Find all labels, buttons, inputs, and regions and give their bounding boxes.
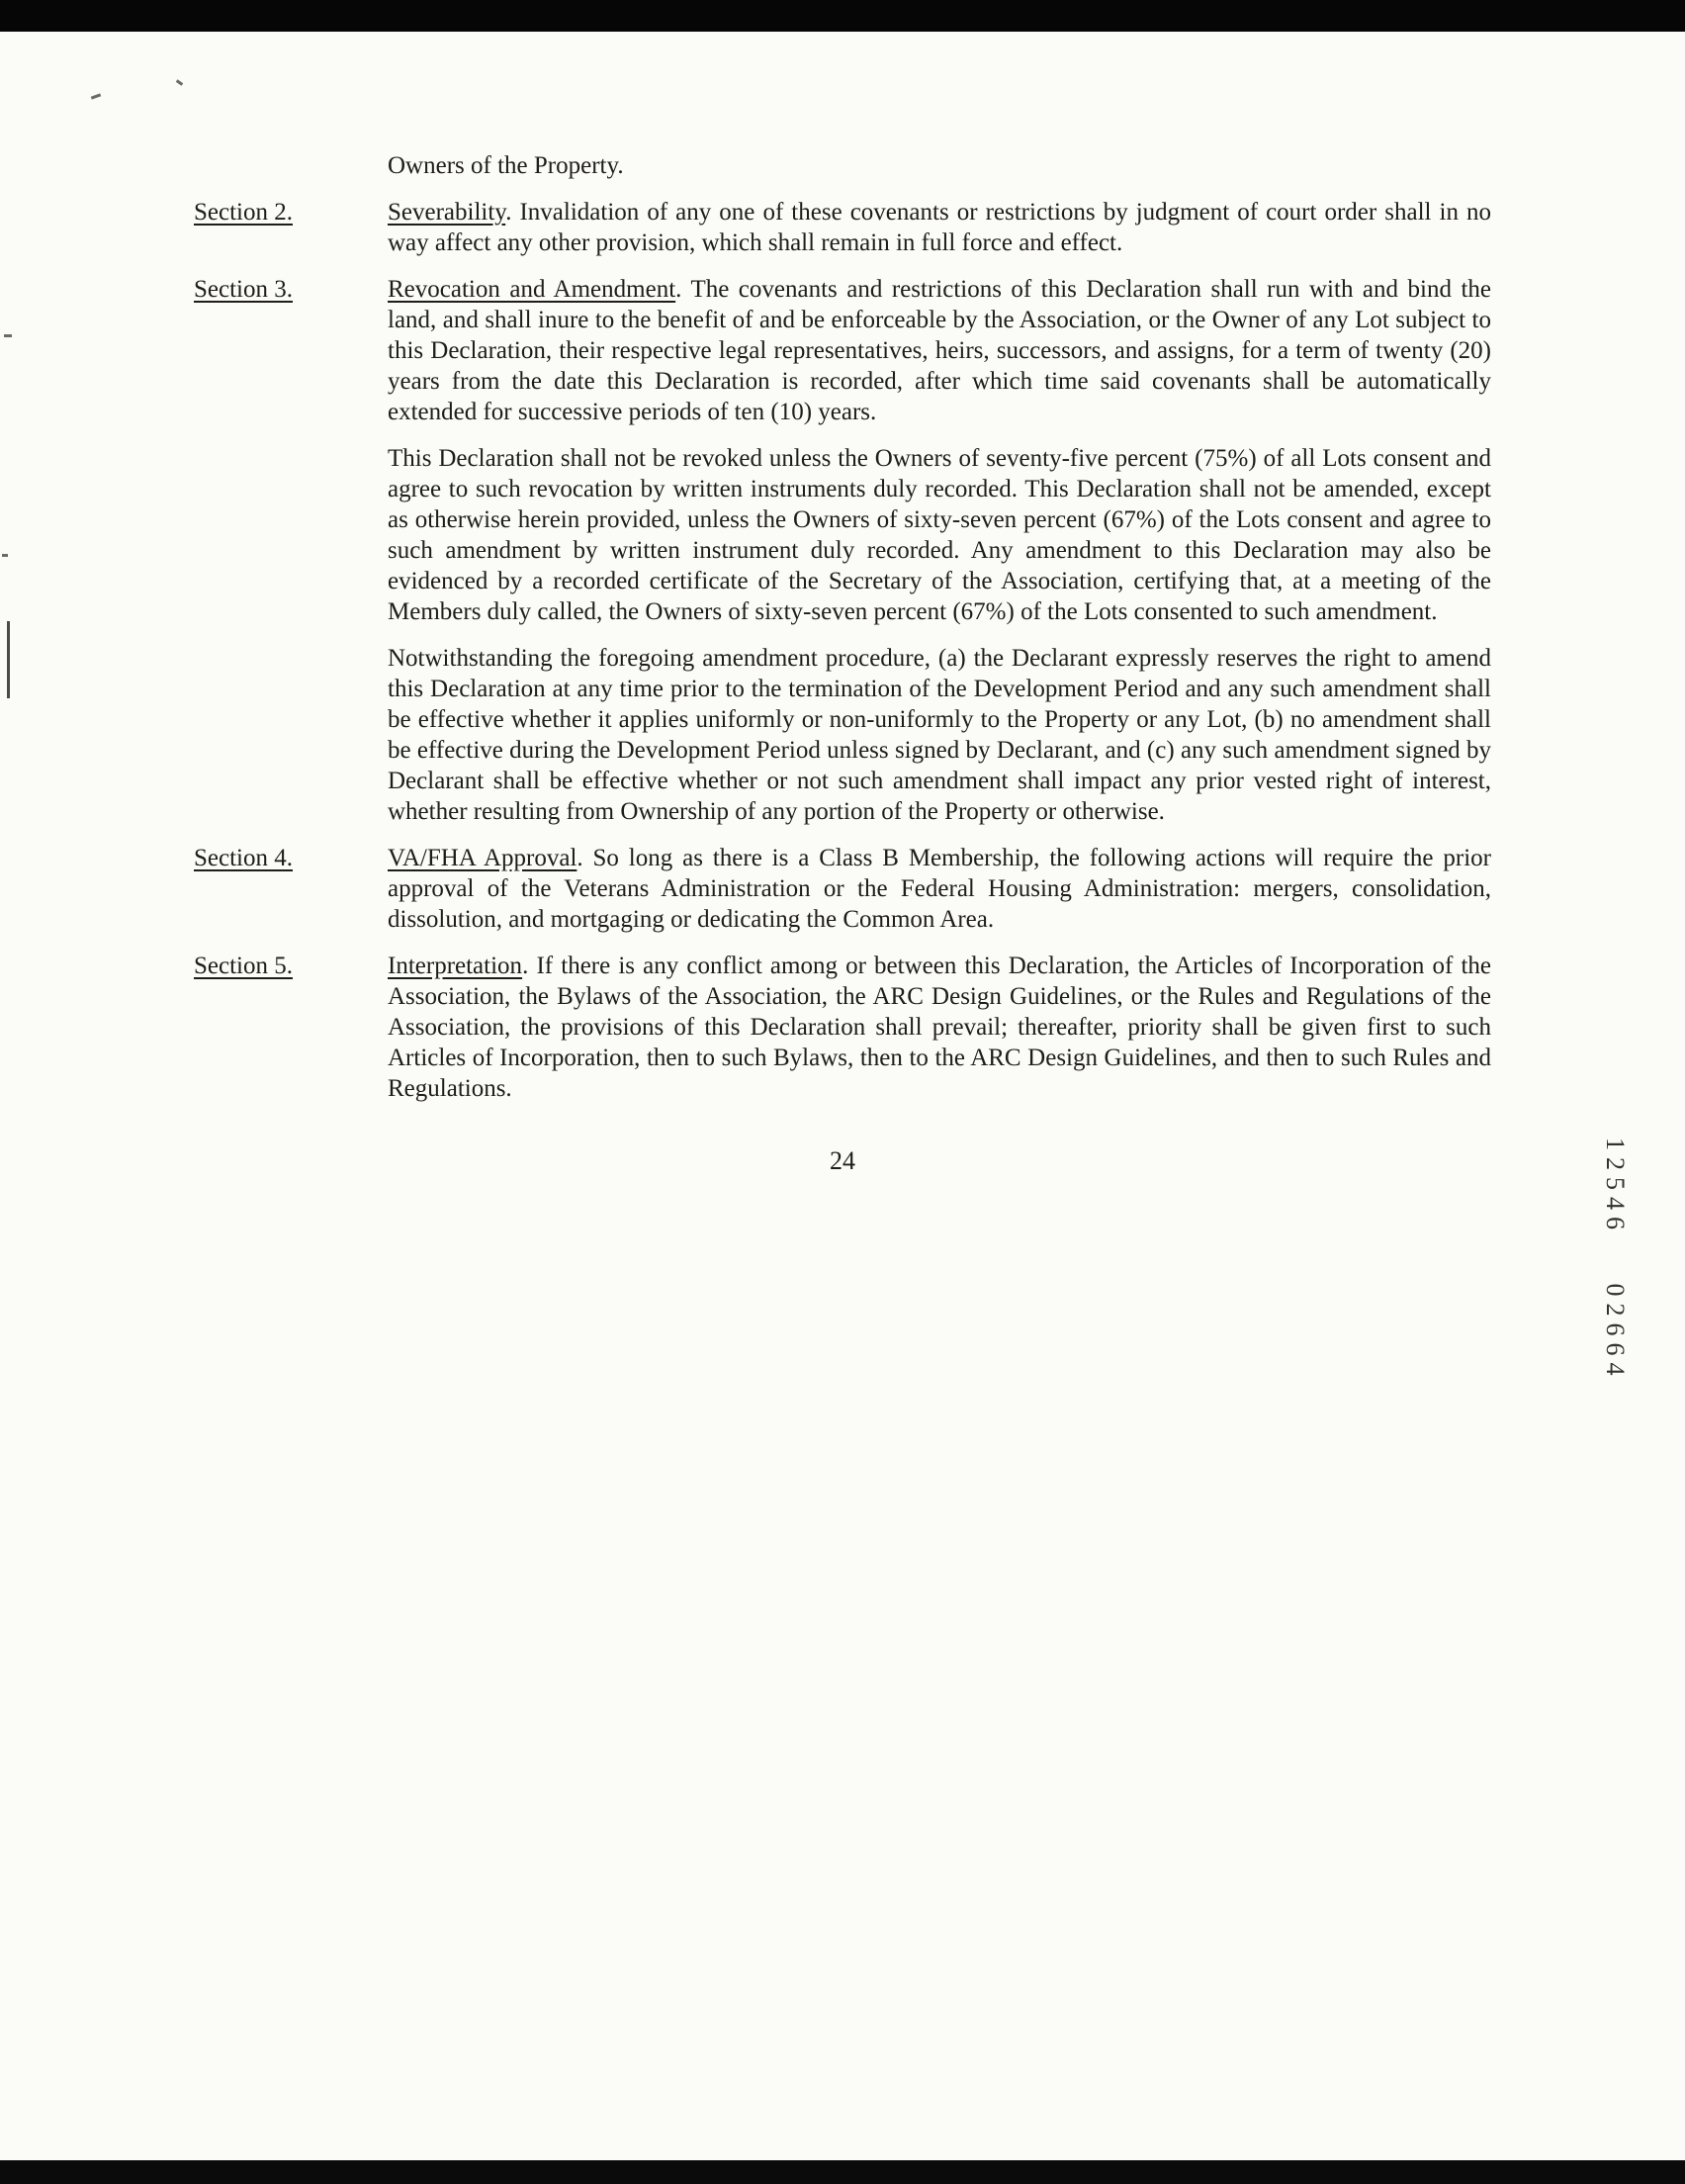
section-3-heading: Revocation and Amendment (388, 276, 676, 303)
section-5-paragraph (388, 951, 1491, 1104)
scan-speck (7, 621, 10, 698)
label-column-empty (194, 150, 388, 181)
page-number: 24 (830, 1146, 855, 1175)
label-column (194, 274, 388, 827)
text-column (388, 150, 1491, 181)
section-3-paragraph-3: Notwithstanding the foregoing amendment procedure, (a) the Declarant expressly reserves the right to amend this Declaration at any time prior to the termination of the Development Period and any such amendment shall be effective whether it applies uniformly or non-uniformly to the Property or any Lot, (b) no amendment shall be effective during the Development Period unless signed by Declarant, and (c) any such amendment signed by Declarant shall be effective whether or not such amendment shall impact any prior vested right of interest, whether resulting from Ownership of any portion of the Property or otherwise. (388, 645, 1491, 825)
text-column (388, 951, 1491, 1104)
text-column (388, 274, 1491, 827)
text-column (388, 843, 1491, 935)
text-column (388, 197, 1491, 258)
scan-artifact-bottom-bar (0, 2160, 1685, 2184)
scan-speck (176, 79, 183, 85)
scan-speck (4, 334, 12, 337)
section-3-paragraph-1 (388, 274, 1491, 427)
section-4-body: . So long as there is a Class B Membership, the following actions will require the prior approval of the Veterans Administration or the Federal Housing Administration: mergers, consolidation, dissolution, and mortgaging or dedicating the Common Area. (388, 845, 1491, 933)
section-2-paragraph (388, 197, 1491, 258)
section-3-paragraph-2: This Declaration shall not be revoked unless the Owners of seventy-five percent (75%) of all Lots consent and agree to such revocation by written instruments duly recorded. This Declaration shall not be amended, except as otherwise herein provided, unless the Owners of sixty-seven percent (67%) of the Lots consent and agree to such amendment by written instrument duly recorded. Any amendment to this Declaration may also be evidenced by a recorded certificate of the Secretary of the Association, certifying that, at a meeting of the Members duly called, the Owners of sixty-seven percent (67%) of the Lots consented to such amendment. (388, 445, 1491, 625)
label-column (194, 843, 388, 935)
section-3-label: Section 3. (194, 276, 293, 303)
section-5-body: . If there is any conflict among or between this Declaration, the Articles of Incorporation of the Association, the Bylaws of the Association, the ARC Design Guidelines, or the Rules and Regulations of the Association, the provisions of this Declaration shall prevail; thereafter, priority shall be given first to such Articles of Incorporation, then to such Bylaws, then to the ARC Design Guidelines, and then to such Rules and Regulations. (388, 953, 1491, 1102)
scan-speck (2, 554, 8, 557)
scan-speck (91, 93, 101, 99)
recording-stamp: 12546 02664 (1601, 1138, 1630, 1383)
section-2-body: . Invalidation of any one of these covenants or restrictions by judgment of court order shall in no way affect any other provision, which shall remain in full force and effect. (388, 199, 1491, 256)
section-4-paragraph (388, 843, 1491, 935)
document-body (194, 150, 1491, 1176)
section-3-row (194, 274, 1491, 827)
section-4-row (194, 843, 1491, 935)
section-2-label: Section 2. (194, 199, 293, 226)
section-2-row (194, 197, 1491, 258)
scan-artifact-top-bar (0, 0, 1685, 32)
intro-line: Owners of the Property. (388, 152, 624, 179)
section-2-heading: Severability (388, 199, 506, 226)
section-3-body: . The covenants and restrictions of this Declaration shall run with and bind the land, and shall inure to the benefit of and be enforceable by the Association, or the Owner of any Lot subject to this Declaration, their respective legal representatives, heirs, successors, and assigns, for a term of twenty (20) years from the date this Declaration is recorded, after which time said covenants shall be automatically extended for successive periods of ten (10) years. (388, 276, 1492, 425)
label-column (194, 951, 388, 1104)
section-4-heading: VA/FHA Approval (388, 845, 577, 871)
section-5-label: Section 5. (194, 953, 293, 979)
label-column (194, 197, 388, 258)
section-5-heading: Interpretation (388, 953, 523, 979)
section-4-label: Section 4. (194, 845, 293, 871)
section-5-row (194, 951, 1491, 1104)
continued-paragraph-row (194, 150, 1491, 181)
